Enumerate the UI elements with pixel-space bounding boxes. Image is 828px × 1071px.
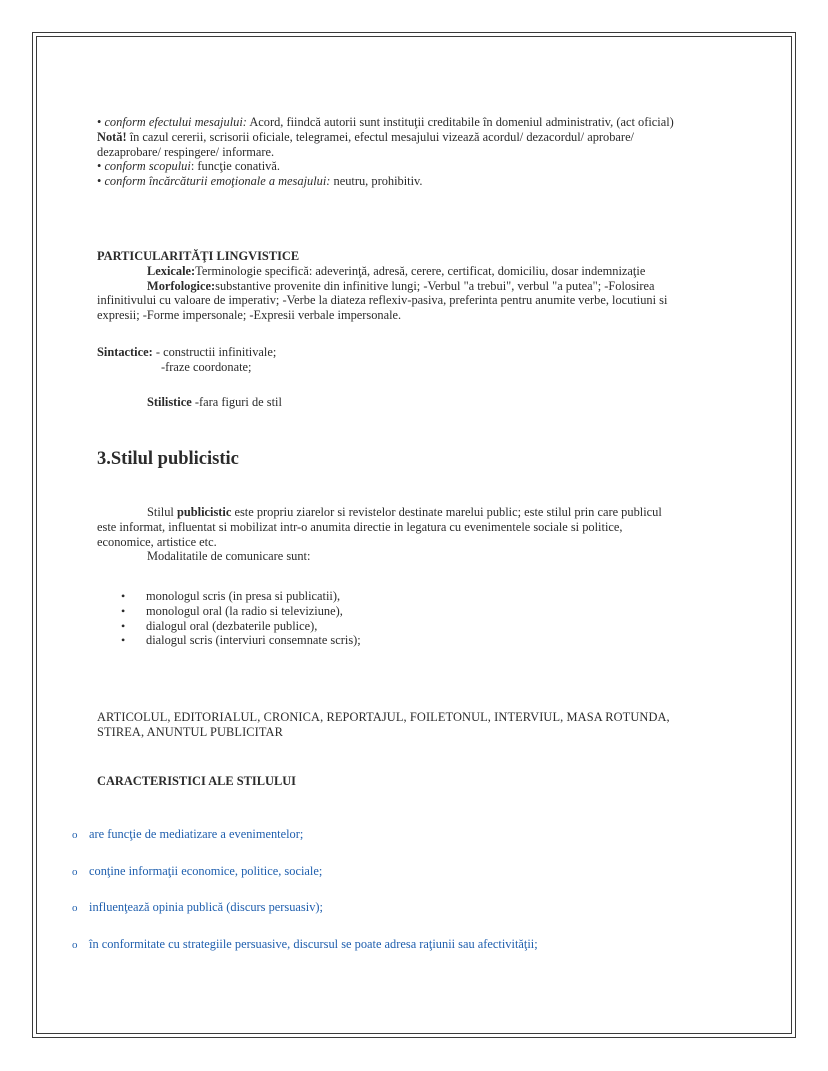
modalities-list [97,589,747,648]
communication-criteria-block [97,115,747,189]
syntactic-line-2: -fraze coordonate; [161,359,252,374]
characteristic-item: o în conformitate cu strategiile persuasive, discursul se poate adresa raţiunii sau afectivităţii; [72,937,538,951]
publicistic-paragraph: Stilul publicistic este propriu ziarelor si revistelor destinate marelui public; este stilul prin care publicul este informat, influentat si mobilizat intr-o anumita directie in legatura cu evenimentele sociale si politice, economice, artistice etc. Modalitatile de comunicare sunt: [97,505,747,564]
criteria-line-purpose: • conform scopului: funcţie conativă. [97,159,280,174]
characteristic-item: o conţine informaţii economice, politice, sociale; [72,864,323,878]
characteristic-item: o influenţează opinia publică (discurs persuasiv); [72,900,323,914]
morphological-line-3: expresii; -Forme impersonale; -Expresii verbale impersonale. [97,308,402,323]
genres-list: ARTICOLUL, EDITORIALUL, CRONICA, REPORTAJUL, FOILETONUL, INTERVIUL, MASA ROTUNDA, STIREA, ANUNTUL PUBLICITAR [97,710,670,739]
criteria-line-emotional: • conform încărcăturii emoţionale a mesajului: neutru, prohibitiv. [97,174,423,189]
note-line-cont: dezaprobare/ respingere/ informare. [97,144,275,159]
linguistic-title: PARTICULARITĂŢI LINGVISTICE [97,249,300,263]
syntactic-block [97,345,747,375]
syntactic-line-1: Sintactice: - constructii infinitivale; [97,345,277,359]
note-line: Notă! în cazul cererii, scrisorii oficiale, telegramei, efectul mesajului vizează acordul/ dezacordul/ aprobare/ [97,129,635,144]
criteria-line-effect: • conform efectului mesajului: Acord, fiindcă autorii sunt instituţii creditabile în domeniul administrativ, (act oficial) [97,115,674,129]
list-item: • monologul scris (in presa si publicatii), [97,589,747,604]
list-item: • dialogul scris (interviuri consemnate scris); [97,633,747,648]
stylistic-line: Stilistice -fara figuri de stil [147,395,282,409]
section-heading: 3.Stilul publicistic [97,449,239,469]
lexical-line: Lexicale:Terminologie specifică: adeverinţă, adresă, cerere, certificat, domiciliu, dosar indemnizaţie [147,263,646,278]
modalities-intro: Modalitatile de comunicare sunt: [147,549,311,564]
list-item: • monologul oral (la radio si televiziune), [97,604,747,619]
characteristic-item: o are funcţie de mediatizare a evenimentelor; [72,827,304,841]
list-item: • dialogul oral (dezbaterile publice), [97,619,747,634]
morphological-line-2: infinitivului cu valoare de imperativ; -Verbe la diateza reflexiv-pasiva, preferinta pentru anumite verbe, locutiuni si [97,293,668,308]
morphological-line: Morfologice:substantive provenite din infinitive lungi; -Verbul "a trebui", verbul "a putea"; -Folosirea [147,278,655,293]
linguistic-block [97,249,747,323]
characteristics-title: CARACTERISTICI ALE STILULUI [97,774,296,788]
